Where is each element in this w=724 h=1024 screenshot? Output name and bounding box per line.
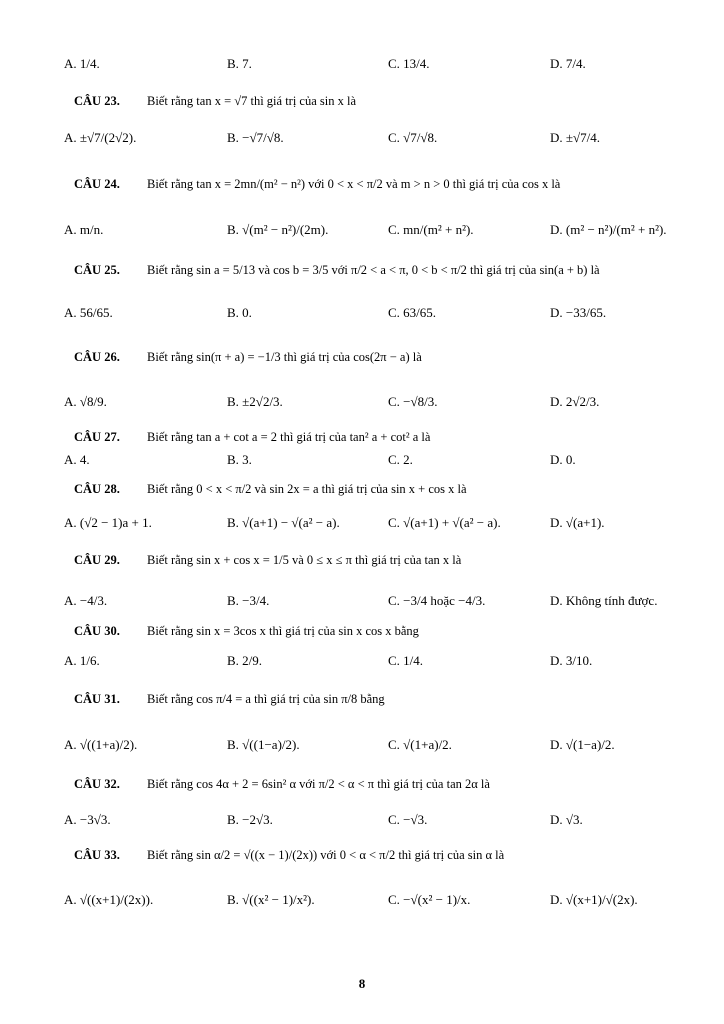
option-c: C. 13/4. [388,56,430,71]
option-d: D. √3. [550,812,583,827]
option-a: A. ±√7/(2√2). [64,130,137,145]
options-24 [0,222,724,242]
question-label: CÂU 29. [74,553,120,567]
question-label: CÂU 32. [74,777,120,791]
options-26 [0,394,724,414]
option-b: B. √(m² − n²)/(2m). [227,222,329,237]
question-23 [0,94,724,114]
option-a: A. −4/3. [64,593,108,608]
options-33 [0,892,724,912]
option-c: C. −√3. [388,812,428,827]
option-c: C. −√8/3. [388,394,438,409]
option-d: D. √(1−a)/2. [550,737,615,752]
question-text: Biết rằng sin x + cos x = 1/5 và 0 ≤ x ≤ π thì giá trị của tan x là [147,553,462,567]
option-c: C. 2. [388,452,413,467]
option-d: D. √(x+1)/√(2x). [550,892,638,907]
question-29 [0,553,724,573]
option-d: D. ±√7/4. [550,130,601,145]
option-a: A. 1/4. [64,56,100,71]
option-d: D. √(a+1). [550,515,605,530]
options-31 [0,737,724,757]
option-b: B. 7. [227,56,252,71]
option-c: C. √(1+a)/2. [388,737,452,752]
option-d: D. (m² − n²)/(m² + n²). [550,222,667,237]
option-a: A. m/n. [64,222,104,237]
question-text: Biết rằng tan a + cot a = 2 thì giá trị của tan² a + cot² a là [147,430,431,444]
question-label: CÂU 26. [74,350,120,364]
option-b: B. 3. [227,452,252,467]
question-label: CÂU 33. [74,848,120,862]
options-28 [0,515,724,535]
options-29 [0,593,724,613]
option-a: A. −3√3. [64,812,111,827]
option-b: B. √((1−a)/2). [227,737,300,752]
option-c: C. −3/4 hoặc −4/3. [388,593,486,608]
option-c: C. √7/√8. [388,130,438,145]
option-b: B. √((x² − 1)/x²). [227,892,315,907]
options-30 [0,653,724,673]
page-number: 8 [358,976,366,991]
options-27 [0,452,724,472]
question-label: CÂU 30. [74,624,120,638]
option-b: B. √(a+1) − √(a² − a). [227,515,340,530]
option-a: A. (√2 − 1)a + 1. [64,515,152,530]
options-23 [0,130,724,150]
option-b: B. ±2√2/3. [227,394,283,409]
question-27 [0,430,724,450]
option-d: D. Không tính được. [550,593,658,608]
question-25 [0,263,724,283]
question-text: Biết rằng sin a = 5/13 và cos b = 3/5 với π/2 < a < π, 0 < b < π/2 thì giá trị của sin(a + b) là [147,263,600,277]
question-33 [0,848,724,868]
question-text: Biết rằng cos 4α + 2 = 6sin² α với π/2 < α < π thì giá trị của tan 2α là [147,777,490,791]
question-label: CÂU 24. [74,177,120,191]
question-label: CÂU 27. [74,430,120,444]
option-a: A. 56/65. [64,305,113,320]
option-d: D. −33/65. [550,305,607,320]
question-31 [0,692,724,712]
question-text: Biết rằng 0 < x < π/2 và sin 2x = a thì giá trị của sin x + cos x là [147,482,467,496]
option-a: A. √((1+a)/2). [64,737,138,752]
question-label: CÂU 31. [74,692,120,706]
option-a: A. 4. [64,452,90,467]
option-b: B. 2/9. [227,653,263,668]
question-text: Biết rằng tan x = √7 thì giá trị của sin x là [147,94,357,108]
option-b: B. −3/4. [227,593,270,608]
option-c: C. −√(x² − 1)/x. [388,892,471,907]
option-b: B. −√7/√8. [227,130,284,145]
option-c: C. 63/65. [388,305,437,320]
question-label: CÂU 23. [74,94,120,108]
question-32 [0,777,724,797]
question-28 [0,482,724,502]
option-c: C. mn/(m² + n²). [388,222,474,237]
option-d: D. 7/4. [550,56,586,71]
question-24 [0,177,724,197]
option-b: B. −2√3. [227,812,273,827]
option-c: C. 1/4. [388,653,424,668]
question-text: Biết rằng sin x = 3cos x thì giá trị của sin x cos x bằng [147,624,419,638]
question-text: Biết rằng sin α/2 = √((x − 1)/(2x)) với 0 < α < π/2 thì giá trị của sin α là [147,848,505,862]
option-d: D. 3/10. [550,653,593,668]
options-25 [0,305,724,325]
option-a: A. √8/9. [64,394,107,409]
option-a: A. 1/6. [64,653,100,668]
question-label: CÂU 28. [74,482,120,496]
options-32 [0,812,724,832]
question-text: Biết rằng sin(π + a) = −1/3 thì giá trị của cos(2π − a) là [147,350,422,364]
option-a: A. √((x+1)/(2x)). [64,892,154,907]
question-text: Biết rằng tan x = 2mn/(m² − n²) với 0 < x < π/2 và m > n > 0 thì giá trị của cos x là [147,177,561,191]
option-b: B. 0. [227,305,252,320]
question-text: Biết rằng cos π/4 = a thì giá trị của sin π/8 bằng [147,692,385,706]
option-d: D. 0. [550,452,576,467]
option-d: D. 2√2/3. [550,394,600,409]
option-c: C. √(a+1) + √(a² − a). [388,515,501,530]
top-options-row [0,56,724,76]
question-30 [0,624,724,644]
question-26 [0,350,724,370]
question-label: CÂU 25. [74,263,120,277]
